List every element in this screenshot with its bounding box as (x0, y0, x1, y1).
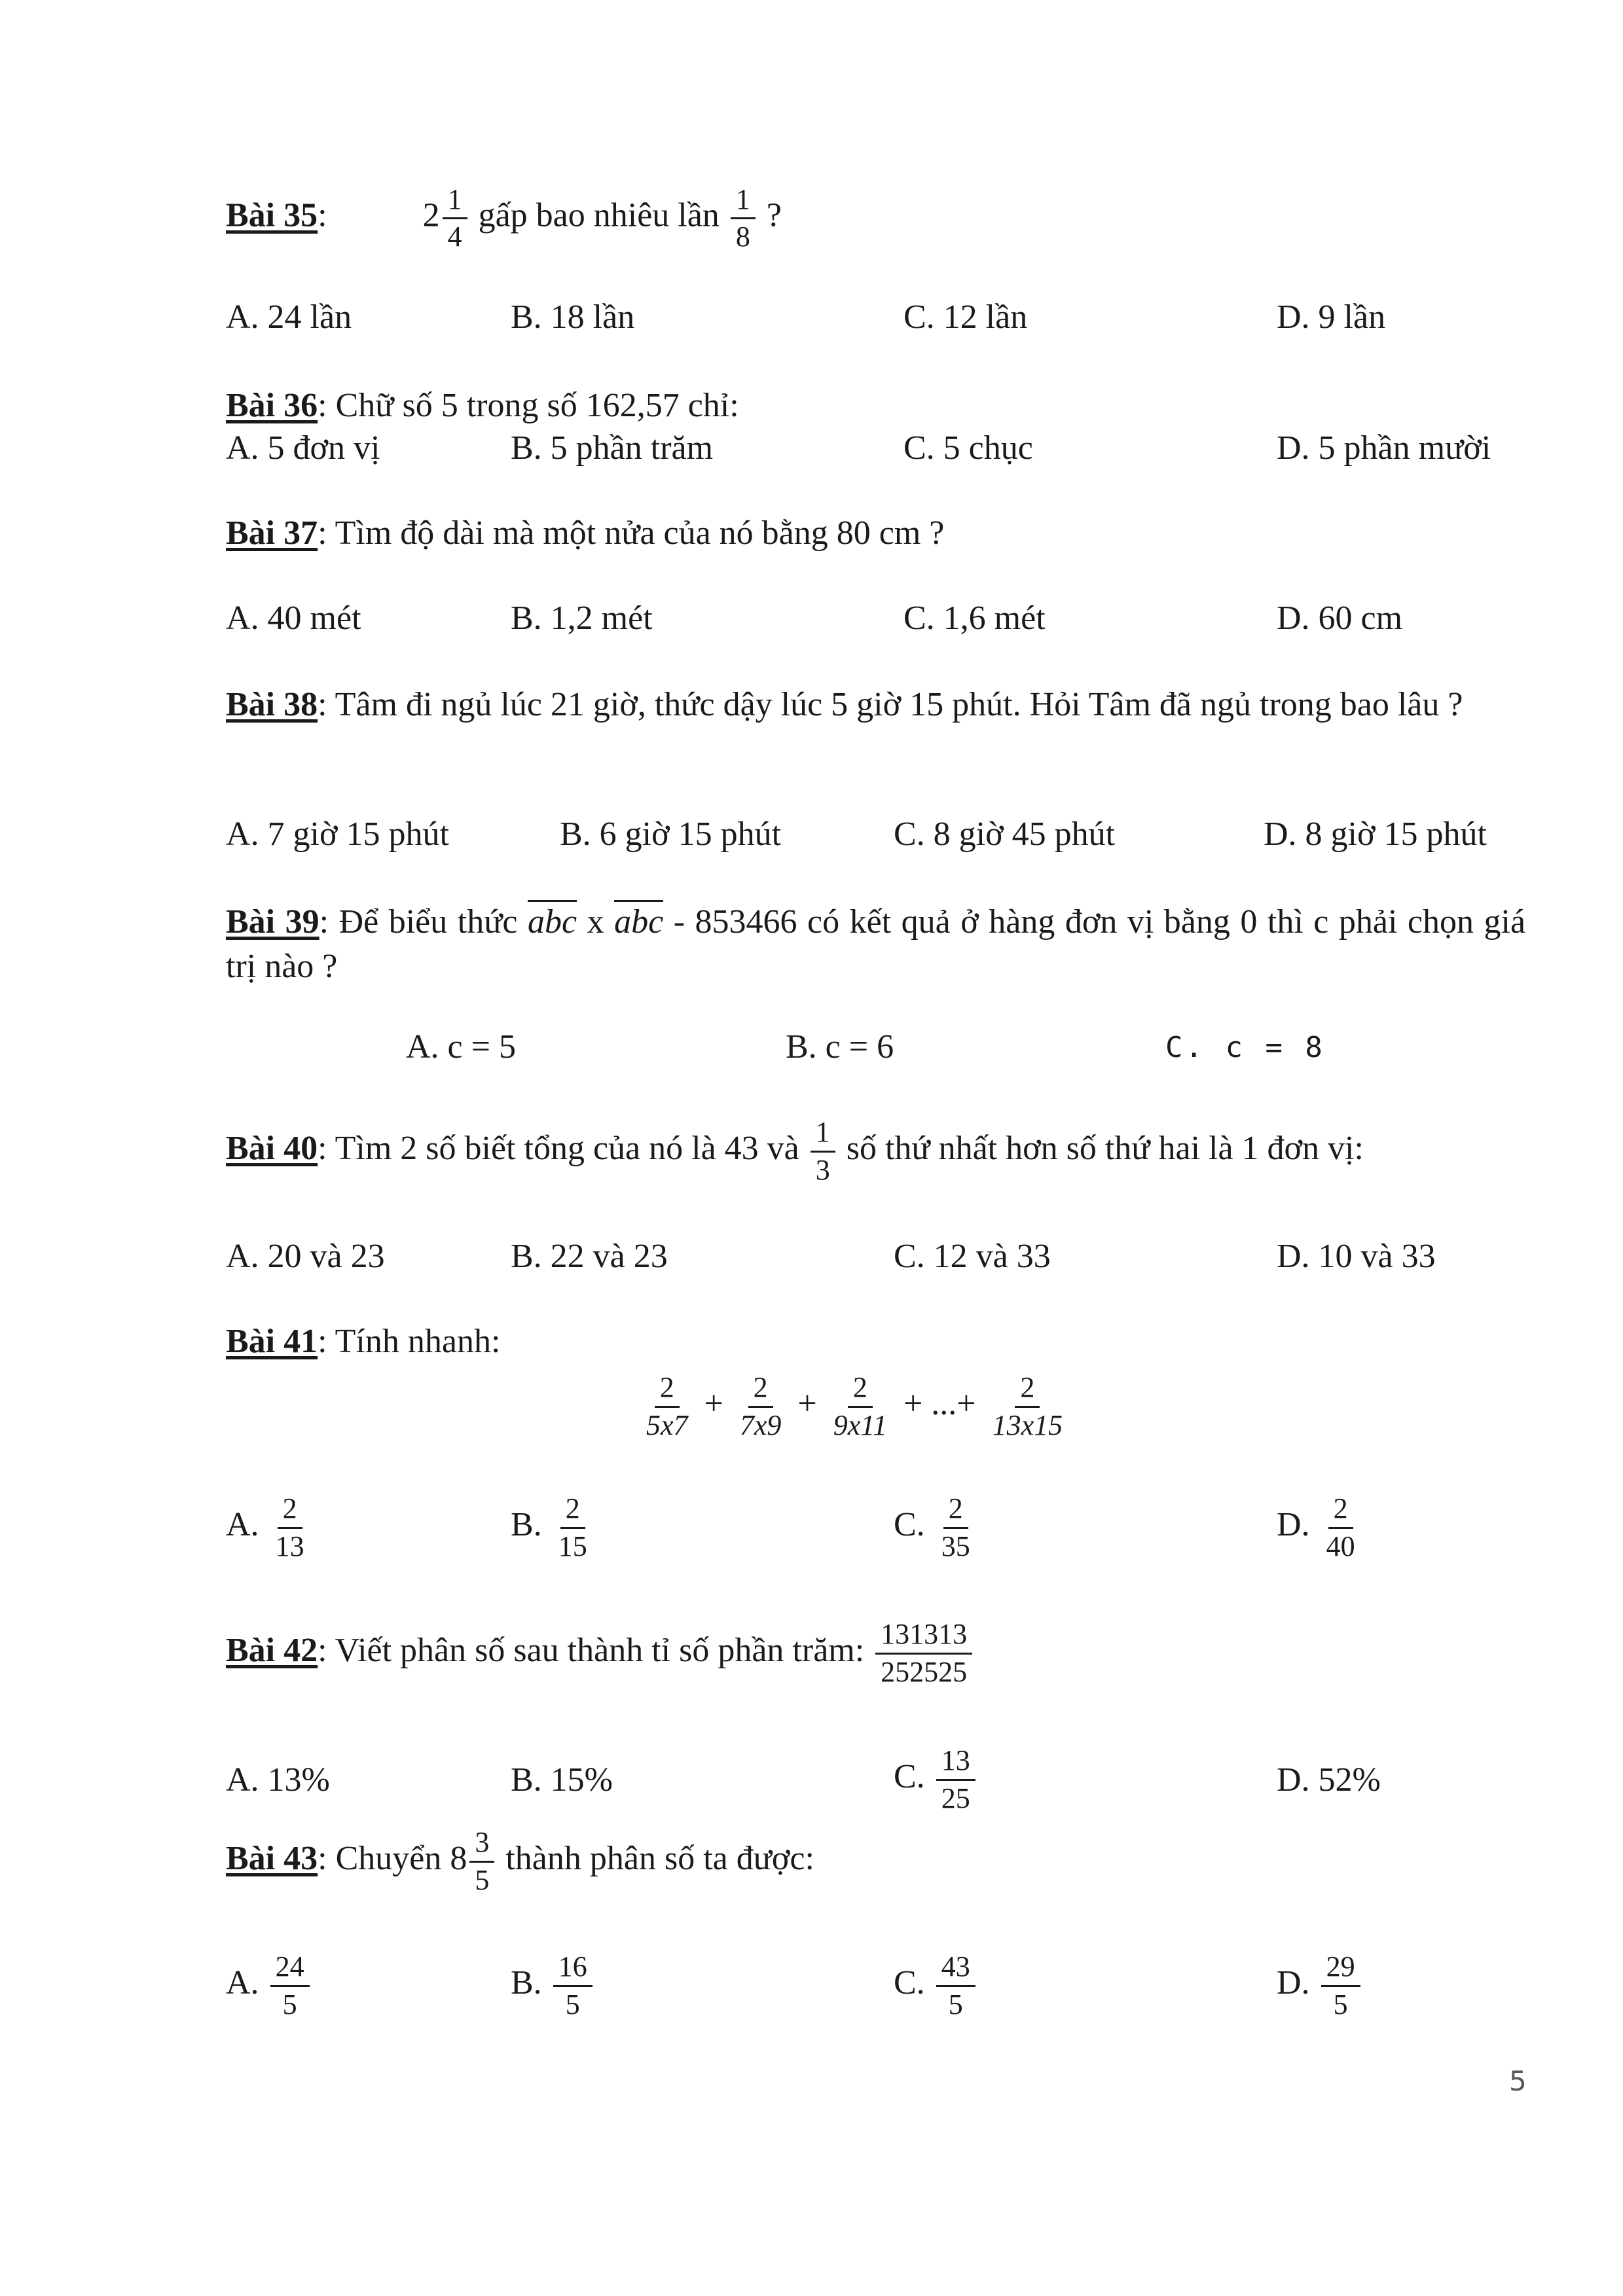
q42-fraction: $\frac{131313}{252525}$ (875, 1619, 972, 1687)
q43-option-a-letter: A. (226, 1964, 259, 2001)
q35-whole: 2 (422, 196, 440, 234)
q41-line (226, 1322, 500, 1361)
q41-option-c-letter: C. (894, 1506, 925, 1543)
q36-option-c: C. 5 chục (903, 429, 1033, 467)
q40-option-b: B. 22 và 23 (511, 1238, 668, 1275)
q43-option-c-letter: C. (894, 1964, 925, 2001)
q41-option-b-letter: B. (511, 1506, 542, 1543)
q38-option-b: B. 6 giờ 15 phút (560, 816, 782, 853)
q42-option-c-fraction: $\frac{13}{25}$ (936, 1746, 976, 1813)
q35-option-a: A. 24 lần (226, 298, 352, 336)
q43-option-d-fraction: $\frac{29}{5}$ (1321, 1952, 1360, 2019)
q43-text-2: thành phân số ta được: (505, 1840, 814, 1877)
q41-option-c-fraction: $\frac{2}{35}$ (941, 1492, 970, 1562)
q41-option-b-fraction: $\frac{2}{15}$ (558, 1492, 587, 1562)
q39-option-a: A. c = 5 (406, 1028, 516, 1066)
q35-option-b: B. 18 lần (511, 298, 635, 336)
q39-label: Bài 39 (226, 903, 319, 941)
q35-colon: : (318, 196, 327, 234)
q41-option-d-fraction: $\frac{2}{40}$ (1326, 1492, 1355, 1562)
q39-line (226, 900, 1525, 989)
q43-option-c (894, 1944, 978, 2022)
q41-term-1: $\frac{2}{5x7}$ (646, 1371, 688, 1441)
q43-option-b (511, 1944, 595, 2022)
q36-option-b: B. 5 phần trăm (511, 429, 714, 467)
q42-option-b: B. 15% (511, 1761, 613, 1799)
q41-option-d-letter: D. (1277, 1506, 1310, 1543)
q43-option-c-fraction: $\frac{43}{5}$ (936, 1952, 976, 2019)
q37-option-a: A. 40 mét (226, 600, 361, 637)
page-number: 5 (1509, 2065, 1527, 2097)
q36-text: : Chữ số 5 trong số 162,57 chỉ: (318, 387, 739, 424)
q35-fraction-1: $\frac{1}{4}$ (443, 185, 467, 252)
q40-text-1: : Tìm 2 số biết tổng của nó là 43 và (318, 1130, 799, 1167)
q35-option-d: D. 9 lần (1277, 298, 1386, 336)
q39-abc-overline-1: abc (528, 900, 577, 941)
q38-label: Bài 38 (226, 686, 318, 723)
q35-option-c: C. 12 lần (903, 298, 1028, 336)
q42-line (226, 1611, 975, 1690)
q40-line (226, 1113, 1364, 1185)
q41-ellipsis: + ...+ (903, 1385, 976, 1422)
q36-label: Bài 36 (226, 387, 318, 424)
q41-text: : Tính nhanh: (318, 1323, 501, 1360)
q38-option-c: C. 8 giờ 45 phút (894, 816, 1116, 853)
q36-option-d: D. 5 phần mười (1277, 429, 1491, 467)
q43-option-b-letter: B. (511, 1964, 542, 2001)
q43-option-a-fraction: $\frac{24}{5}$ (270, 1952, 310, 2019)
q41-plus-2: + (797, 1385, 817, 1422)
q36-option-a: A. 5 đơn vị (226, 429, 380, 467)
q39-abc-overline-2: abc (614, 900, 663, 941)
q38-option-d: D. 8 giờ 15 phút (1264, 816, 1487, 853)
q39-times: x (587, 903, 604, 941)
q35-question-mark: ? (766, 196, 782, 234)
q35-label: Bài 35 (226, 196, 318, 234)
q41-expression (638, 1365, 1070, 1443)
q40-option-c: C. 12 và 33 (894, 1238, 1051, 1275)
q40-fraction: $\frac{1}{3}$ (811, 1117, 835, 1185)
q43-option-d (1277, 1944, 1363, 2022)
q43-option-a (226, 1944, 312, 2022)
q41-term-3: $\frac{2}{9x11}$ (833, 1371, 887, 1441)
q43-fraction: $\frac{3}{5}$ (469, 1827, 494, 1895)
q37-text: : Tìm độ dài mà một nửa của nó bằng 80 cm ? (318, 514, 945, 552)
q42-option-c-letter: C. (894, 1758, 925, 1795)
q42-option-a: A. 13% (226, 1761, 330, 1799)
q41-option-a-letter: A. (226, 1506, 259, 1543)
q41-label: Bài 41 (226, 1323, 318, 1360)
q42-option-d: D. 52% (1277, 1761, 1381, 1799)
q36-line (226, 386, 739, 425)
q40-label: Bài 40 (226, 1130, 318, 1167)
q39-option-c: C. c = 8 (1165, 1031, 1325, 1064)
q41-term-4: $\frac{2}{13x15}$ (992, 1371, 1063, 1441)
q41-option-d (1277, 1486, 1363, 1564)
q39-option-b: B. c = 6 (786, 1028, 894, 1066)
q38-text: : Tâm đi ngủ lúc 21 giờ, thức dậy lúc 5 giờ 15 phút. Hỏi Tâm đã ngủ trong bao lâu ? (318, 686, 1463, 723)
q43-text-1: : Chuyển (318, 1840, 442, 1877)
q41-plus-1: + (704, 1385, 723, 1422)
q41-option-c (894, 1486, 978, 1564)
q35-text: gấp bao nhiêu lần (478, 196, 720, 234)
q37-line (226, 514, 944, 552)
q40-text-2: số thứ nhất hơn số thứ hai là 1 đơn vị: (846, 1130, 1364, 1167)
q41-option-a (226, 1486, 312, 1564)
q43-option-b-fraction: $\frac{16}{5}$ (553, 1952, 593, 2019)
q38-option-a: A. 7 giờ 15 phút (226, 816, 449, 853)
q42-option-c (894, 1738, 978, 1816)
q43-line (226, 1820, 814, 1898)
q35-fraction-2: $\frac{1}{8}$ (731, 185, 756, 252)
q37-option-b: B. 1,2 mét (511, 600, 653, 637)
q37-label: Bài 37 (226, 514, 318, 552)
q42-text: : Viết phân số sau thành tỉ số phần trăm: (318, 1632, 865, 1669)
q41-term-2: $\frac{2}{7x9}$ (739, 1371, 782, 1441)
q41-option-b (511, 1486, 595, 1564)
q38-line (210, 684, 1525, 726)
q37-option-c: C. 1,6 mét (903, 600, 1046, 637)
q35-line (226, 185, 782, 252)
q39-text-1: : Để biểu thức (319, 903, 518, 941)
q40-option-d: D. 10 và 33 (1277, 1238, 1436, 1275)
q39-text-2: - 853466 có kết quả ở hàng đơn vị bằng 0 thì c phải chọn giá trị nào ? (226, 903, 1526, 985)
q42-label: Bài 42 (226, 1632, 318, 1669)
q37-option-d: D. 60 cm (1277, 600, 1403, 637)
q43-option-d-letter: D. (1277, 1964, 1310, 2001)
q43-label: Bài 43 (226, 1840, 318, 1877)
q41-option-a-fraction: $\frac{2}{13}$ (275, 1492, 304, 1562)
q43-whole: 8 (450, 1840, 467, 1877)
q40-option-a: A. 20 và 23 (226, 1238, 385, 1275)
